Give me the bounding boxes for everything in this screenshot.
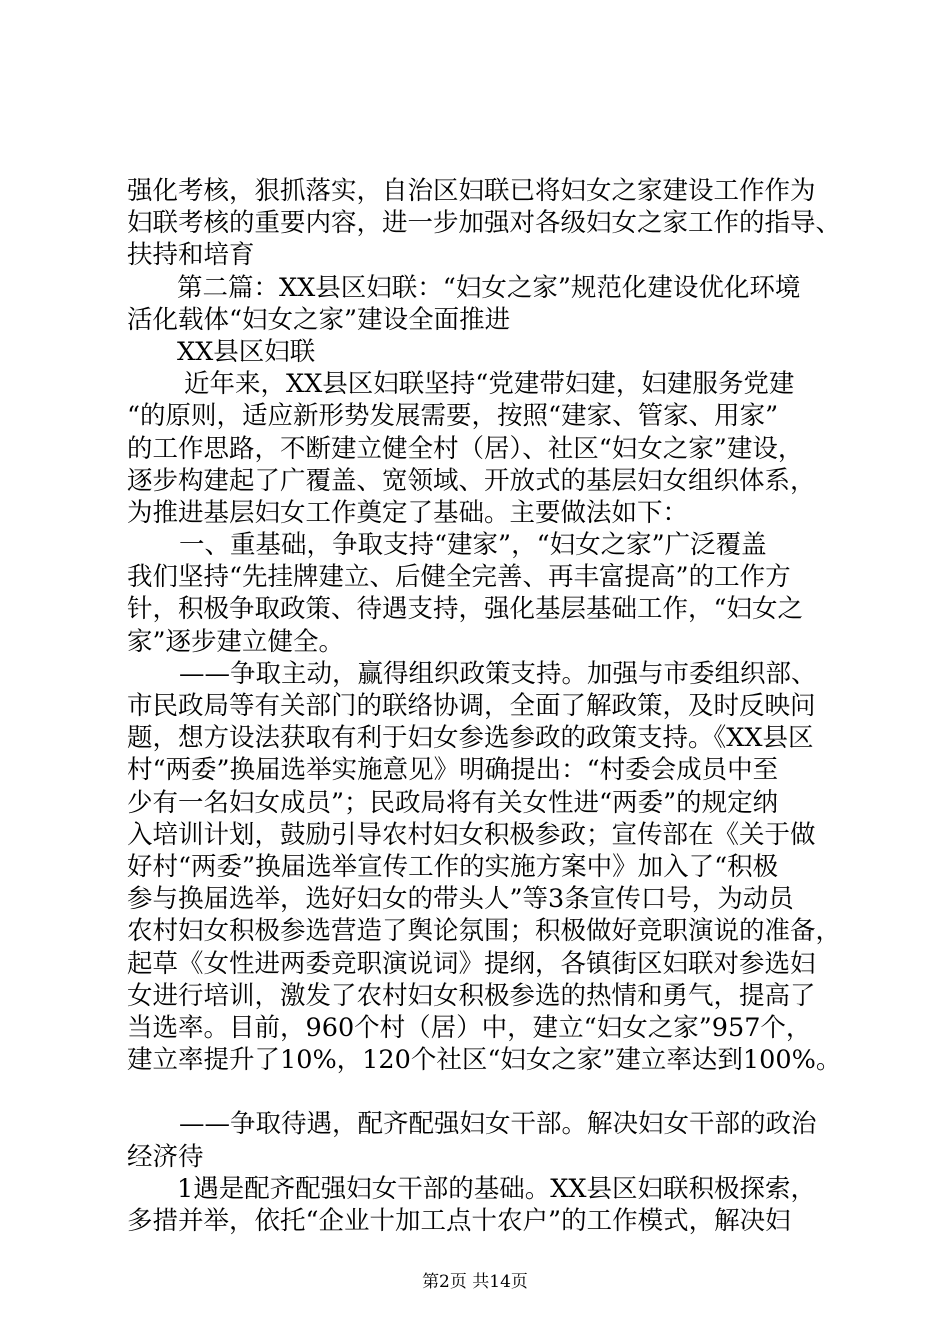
- text-line: 村“两委”换届选举实施意见》明确提出：“村委会成员中至: [127, 755, 779, 786]
- text-line: 扶持和培育: [127, 240, 255, 271]
- text-line: 建立率提升了10%，120个社区“妇女之家”建立率达到100%。: [127, 1045, 842, 1076]
- text-line: 近年来，XX县区妇联坚持“党建带妇建，妇建服务党建: [184, 369, 795, 400]
- text-line: 农村妇女积极参选营造了舆论氛围；积极做好竞职演说的准备，: [127, 916, 842, 947]
- text-line: 的工作思路，不断建立健全村（居）、社区“妇女之家”建设，: [127, 433, 804, 464]
- text-line: 起草《女性进两委竞职演说词》提纲，各镇街区妇联对参选妇: [127, 948, 816, 979]
- text-line: 女进行培训，激发了农村妇女积极参选的热情和勇气，提高了: [127, 980, 816, 1011]
- text-line: 为推进基层妇女工作奠定了基础。主要做法如下：: [127, 497, 689, 528]
- text-line: 好村“两委”换届选举宣传工作的实施方案中》加入了“积极: [127, 851, 779, 882]
- text-line: 当选率。目前，960个村（居）中，建立“妇女之家”957个，: [127, 1012, 812, 1043]
- subheading-line: 一、重基础，争取支持“建家”，“妇女之家”广泛覆盖: [179, 530, 767, 561]
- text-line: 逐步构建起了广覆盖、宽领域、开放式的基层妇女组织体系，: [127, 465, 816, 496]
- document-body: [127, 175, 847, 1237]
- text-line: 参与换届选举，选好妇女的带头人”等3条宣传口号，为动员: [127, 884, 794, 915]
- text-line: ——争取待遇，配齐配强妇女干部。解决妇女干部的政治: [179, 1109, 817, 1140]
- page-number-label: 第2页 共14页: [422, 1272, 528, 1292]
- section-heading-line: 第二篇：XX县区妇联：“妇女之家”规范化建设优化环境: [177, 272, 801, 303]
- text-line: 家”逐步建立健全。: [127, 626, 345, 657]
- text-line: ——争取主动，赢得组织政策支持。加强与市委组织部、: [179, 658, 817, 689]
- text-line: 1遇是配齐配强妇女干部的基础。XX县区妇联积极探索，: [177, 1173, 817, 1204]
- text-line: 少有一名妇女成员”；民政局将有关女性进“两委”的规定纳: [127, 787, 779, 818]
- text-line: 针，积极争取政策、待遇支持，强化基层基础工作，“妇女之: [127, 594, 804, 625]
- text-line: 多措并举，依托“企业十加工点十农户”的工作模式，解决妇: [127, 1206, 791, 1236]
- text-line: 妇联考核的重要内容，进一步加强对各级妇女之家工作的指导、: [127, 208, 842, 239]
- text-line: 入培训计划，鼓励引导农村妇女积极参政；宣传部在《关于做: [127, 819, 816, 850]
- text-line: 题，想方设法获取有利于妇女参选参政的政策支持。《XX县区: [127, 723, 814, 754]
- page-footer: [0, 1272, 950, 1292]
- text-line: “的原则，适应新形势发展需要，按照“建家、管家、用家”: [127, 401, 779, 432]
- text-line: 我们坚持“先挂牌建立、后健全完善、再丰富提高”的工作方: [127, 562, 791, 593]
- author-line: XX县区妇联: [177, 336, 316, 367]
- text-line: 市民政局等有关部门的联络协调，全面了解政策，及时反映问: [127, 691, 816, 721]
- text-line: 经济待: [127, 1141, 204, 1172]
- section-heading-line: 活化载体“妇女之家”建设全面推进: [127, 304, 511, 335]
- blank-line: [127, 1076, 847, 1108]
- text-line: 强化考核，狠抓落实，自治区妇联已将妇女之家建设工作作为: [127, 176, 816, 206]
